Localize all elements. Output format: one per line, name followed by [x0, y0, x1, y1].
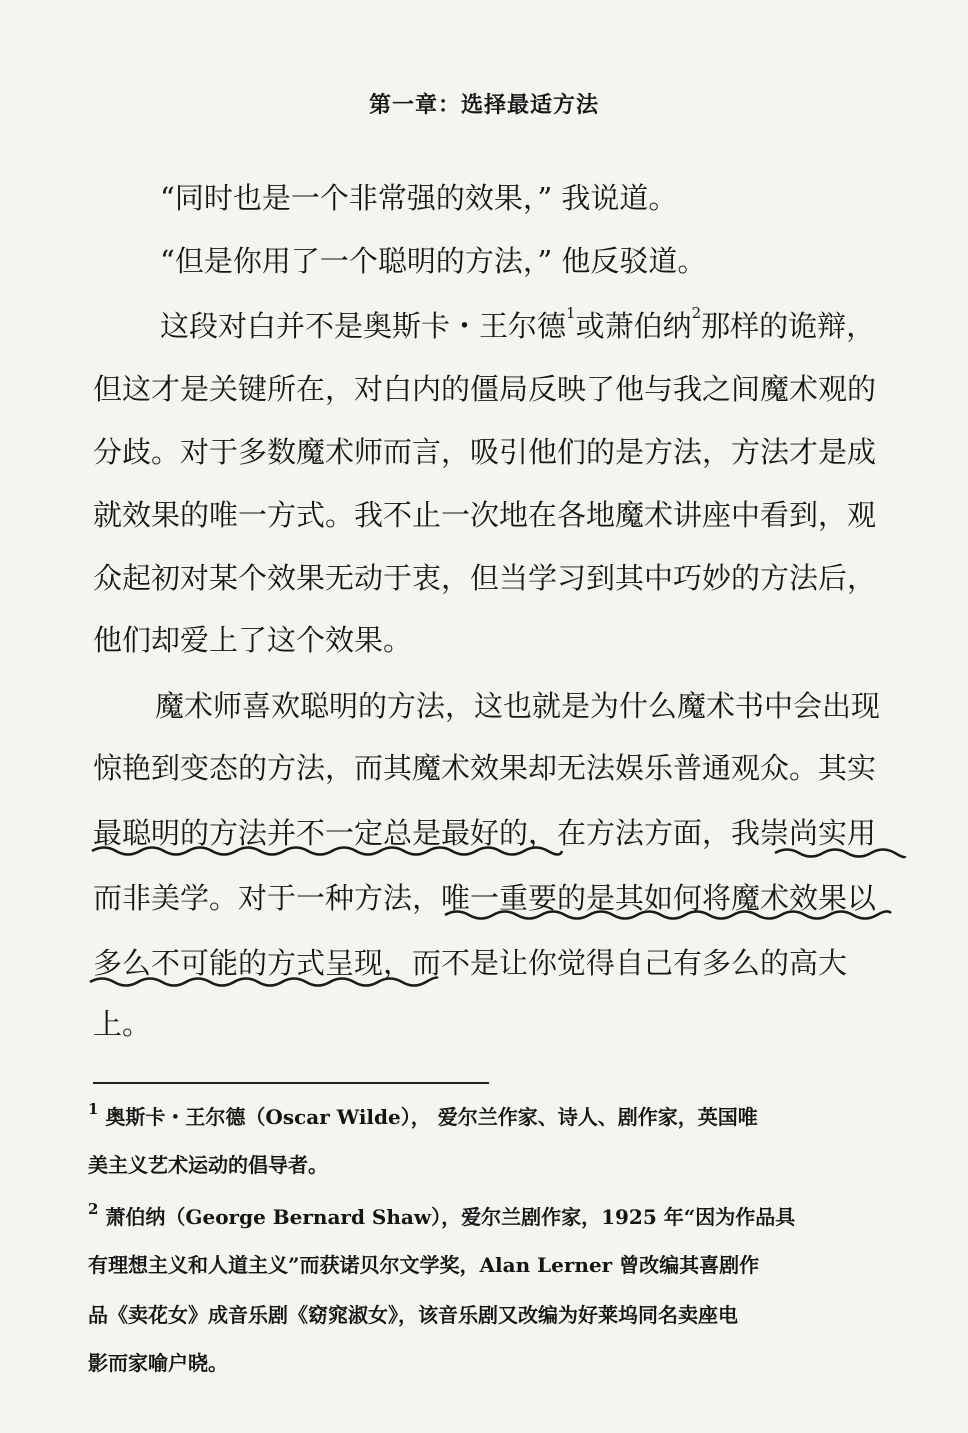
wavy-underline-1	[92, 848, 562, 855]
text-segment: 这段对白并不是奥斯卡・王尔德	[160, 309, 567, 343]
paragraph2-line-2: 惊艳到变态的方法，而其魔术效果却无法娱乐普通观众。其实	[93, 751, 877, 785]
wavy-underline-3	[445, 911, 891, 918]
paragraph1-line-4: 就效果的唯一方式。我不止一次地在各地魔术讲座中看到，观	[93, 498, 877, 532]
footnote-1-line-1	[88, 1102, 908, 1132]
text-segment: 或萧伯纳	[575, 309, 692, 343]
paragraph1-line-5: 众起初对某个效果无动于衷，但当学习到其中巧妙的方法后，	[93, 561, 877, 595]
footnote-2-line-2: 有理想主义和人道主义”而获诺贝尔文学奖，Alan Lerner 曾改编其喜剧作	[88, 1253, 760, 1277]
dialogue-line-1: “同时也是一个非常强的效果，” 我说道。	[160, 181, 678, 215]
footnote-ref-1: 1	[566, 304, 576, 322]
footnote-number: 2	[88, 1200, 99, 1218]
paragraph2-line-3: 最聪明的方法并不一定总是最好的，在方法方面，我崇尚实用	[93, 816, 877, 850]
dialogue-line-2: “但是你用了一个聪明的方法，” 他反驳道。	[160, 244, 707, 278]
paragraph2-line-5: 多么不可能的方式呈现，而不是让你觉得自己有多么的高大	[93, 946, 848, 980]
wavy-underline-4	[90, 978, 438, 986]
footnote-ref-2: 2	[691, 304, 702, 322]
wavy-underline-2	[775, 850, 905, 858]
footnote-2-line-4: 影而家喻户晓。	[88, 1351, 228, 1375]
paragraph2-line-6: 上。	[93, 1007, 152, 1041]
footnote-divider	[93, 1082, 489, 1084]
footnote-text: 萧伯纳（George Bernard Shaw），爱尔兰剧作家，1925 年“因为作品具	[105, 1205, 796, 1229]
footnote-text: 奥斯卡・王尔德（Oscar Wilde）， 爱尔兰作家、诗人、剧作家，英国唯	[105, 1105, 758, 1129]
footnote-2-line-3: 品《卖花女》成音乐剧《窈窕淑女》，该音乐剧又改编为好莱坞同名卖座电	[88, 1303, 738, 1327]
footnote-1-line-2: 美主义艺术运动的倡导者。	[88, 1153, 328, 1177]
paragraph1-line-2: 但这才是关键所在，对白内的僵局反映了他与我之间魔术观的	[93, 372, 877, 406]
paragraph2-line-1: 魔术师喜欢聪明的方法，这也就是为什么魔术书中会出现	[155, 689, 881, 723]
footnote-2-line-1	[88, 1202, 908, 1232]
footnote-number: 1	[88, 1100, 99, 1118]
text-segment: 那样的诡辩，	[701, 309, 876, 343]
chapter-title: 第一章：选择最适方法	[368, 92, 599, 118]
paragraph1-line-6: 他们却爱上了这个效果。	[93, 623, 413, 657]
paragraph2-line-4: 而非美学。对于一种方法，唯一重要的是其如何将魔术效果以	[93, 881, 877, 915]
paragraph1-line-3: 分歧。对于多数魔术师而言，吸引他们的是方法，方法才是成	[93, 435, 877, 469]
